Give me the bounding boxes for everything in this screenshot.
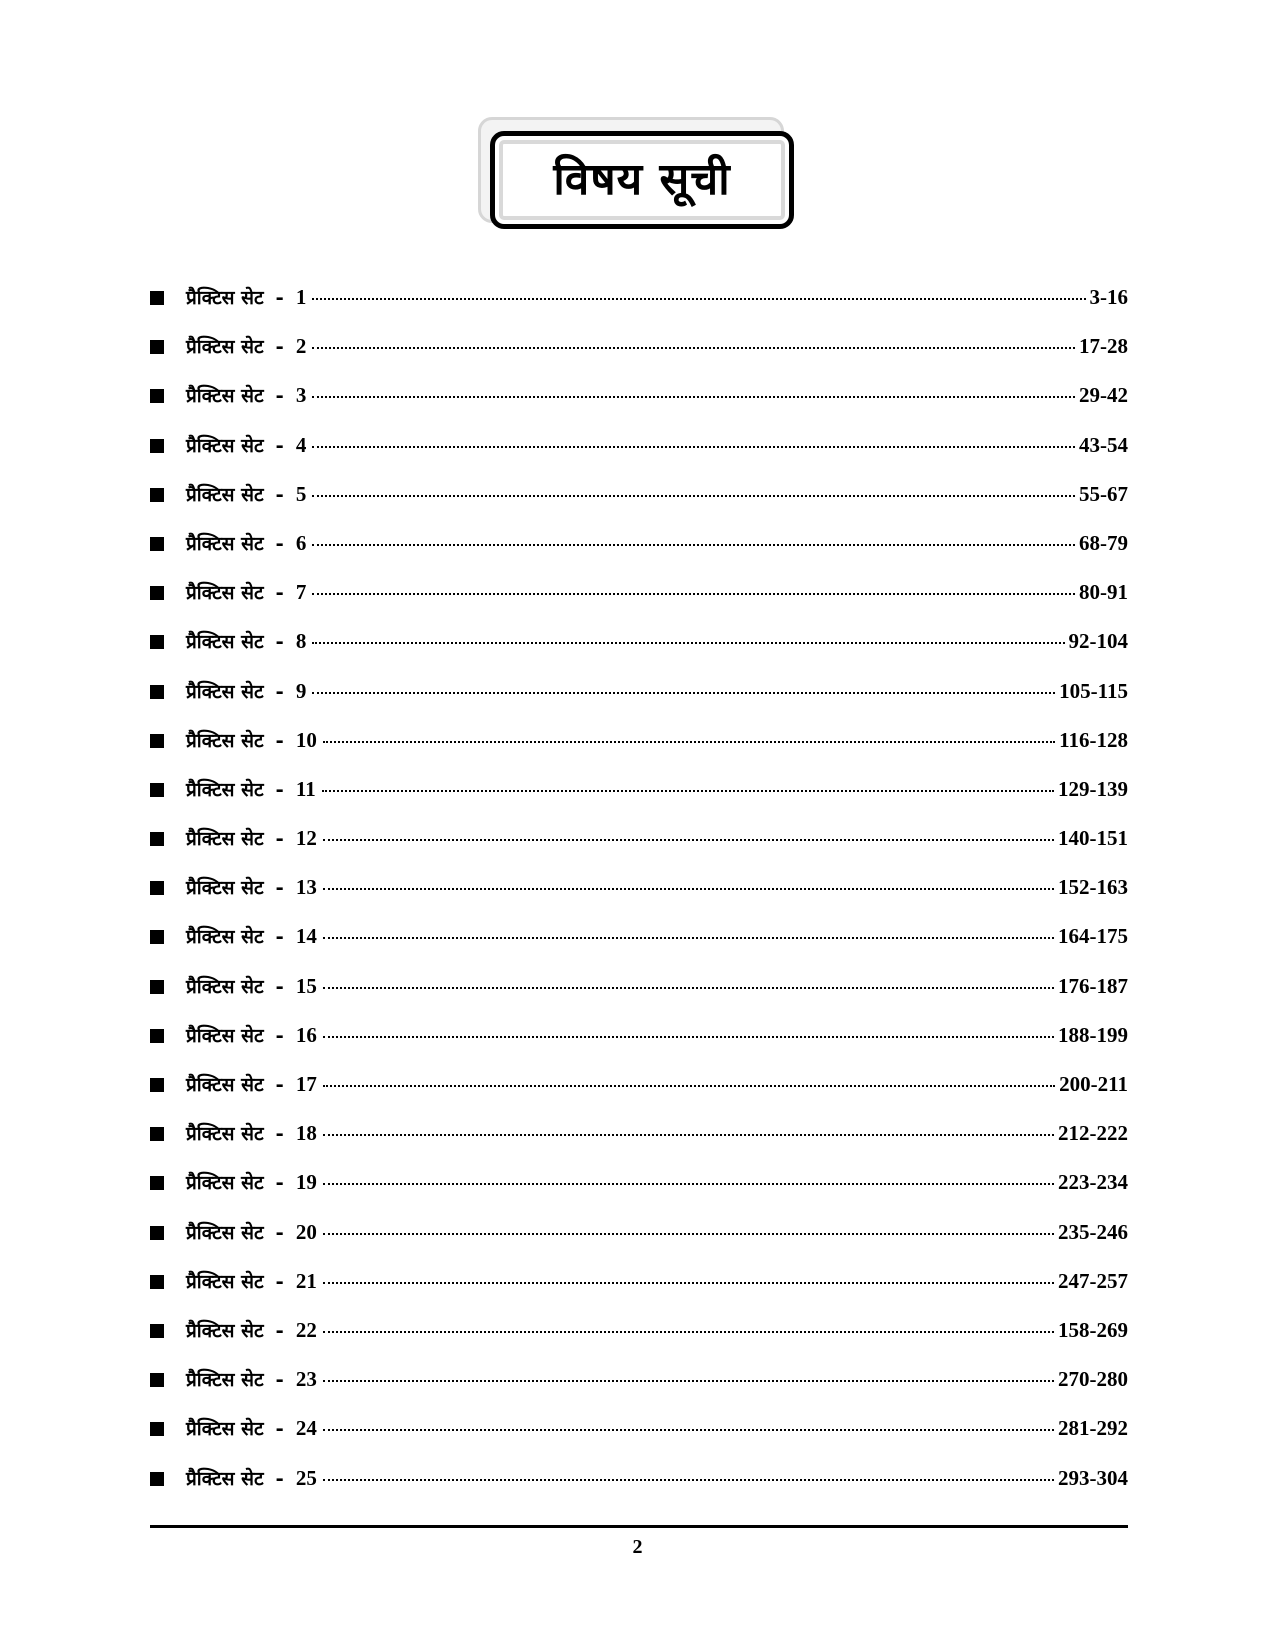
square-bullet-icon (150, 1472, 164, 1486)
footer-divider (150, 1525, 1128, 1528)
square-bullet-icon (150, 1422, 164, 1436)
toc-entry-number: 7 (295, 580, 307, 605)
square-bullet-icon (150, 1275, 164, 1289)
toc-entry-label: प्रैक्टिस सेट (186, 434, 264, 457)
toc-entry-number: 23 (295, 1367, 317, 1392)
title-box (490, 131, 794, 229)
dot-leader (312, 446, 1075, 448)
toc-entry-separator: - (275, 678, 284, 703)
square-bullet-icon (150, 488, 164, 502)
dot-leader (312, 396, 1075, 398)
toc-entry[interactable] (150, 579, 1128, 628)
toc-entry-label: प्रैक्टिस सेट (186, 483, 264, 506)
dot-leader (312, 642, 1064, 644)
toc-entry-pages: 212-222 (1058, 1121, 1128, 1146)
table-of-contents (150, 284, 1128, 1514)
toc-entry-separator: - (275, 1022, 284, 1047)
square-bullet-icon (150, 586, 164, 600)
page-title: विषय सूची (553, 154, 731, 205)
toc-entry-number: 9 (295, 678, 307, 703)
toc-entry-label: प्रैक्टिस सेट (186, 1024, 264, 1047)
toc-entry-label: प्रैक्टिस सेट (186, 385, 264, 408)
toc-entry-number: 12 (295, 826, 317, 851)
toc-entry-separator: - (275, 580, 284, 605)
toc-entry-pages: 29-42 (1079, 383, 1128, 408)
toc-entry-pages: 200-211 (1059, 1072, 1128, 1096)
toc-entry[interactable] (150, 923, 1128, 972)
square-bullet-icon (150, 439, 164, 453)
toc-entry-separator: - (275, 826, 284, 851)
toc-entry-pages: 80-91 (1079, 580, 1128, 605)
dot-leader (323, 1331, 1054, 1333)
square-bullet-icon (150, 1078, 164, 1092)
square-bullet-icon (150, 537, 164, 551)
toc-entry[interactable] (150, 1366, 1128, 1415)
toc-entry[interactable] (150, 333, 1128, 382)
toc-entry-pages: 281-292 (1058, 1416, 1128, 1441)
square-bullet-icon (150, 930, 164, 944)
toc-entry-label: प्रैक्टिस सेट (186, 1369, 264, 1392)
toc-entry-label: प्रैक्टिस सेट (186, 1221, 264, 1244)
toc-entry-number: 18 (295, 1121, 317, 1146)
toc-entry-label: प्रैक्टिस सेट (186, 1467, 264, 1490)
toc-entry-number: 8 (295, 629, 307, 654)
toc-entry[interactable] (150, 1120, 1128, 1169)
toc-entry-pages: 116-128 (1059, 727, 1128, 752)
toc-entry-label: प्रैक्टिस सेट (186, 828, 264, 851)
toc-entry-separator: - (275, 1465, 284, 1490)
dot-leader (323, 741, 1055, 743)
toc-entry-number: 16 (295, 1022, 317, 1047)
dot-leader (312, 347, 1075, 349)
toc-entry[interactable] (150, 628, 1128, 677)
dot-leader (312, 298, 1085, 300)
square-bullet-icon (150, 291, 164, 305)
square-bullet-icon (150, 832, 164, 846)
toc-entry-number: 14 (295, 924, 317, 949)
toc-entry-separator: - (275, 334, 284, 359)
square-bullet-icon (150, 635, 164, 649)
toc-entry-label: प्रैक्टिस सेट (186, 1172, 264, 1195)
toc-entry[interactable] (150, 776, 1128, 825)
square-bullet-icon (150, 685, 164, 699)
toc-entry[interactable] (150, 1071, 1128, 1120)
toc-entry-number: 2 (295, 334, 307, 359)
toc-entry-label: प्रैक्टिस सेट (186, 680, 264, 703)
toc-entry-separator: - (275, 432, 284, 457)
toc-entry-label: प्रैक्टिस सेट (186, 1270, 264, 1293)
toc-entry-pages: 152-163 (1058, 875, 1128, 900)
toc-entry[interactable] (150, 284, 1128, 333)
toc-entry-label: प्रैक्टिस सेट (186, 1123, 264, 1146)
dot-leader (312, 495, 1075, 497)
toc-entry[interactable] (150, 727, 1128, 776)
toc-entry-separator: - (275, 924, 284, 949)
square-bullet-icon (150, 734, 164, 748)
toc-entry-pages: 247-257 (1058, 1268, 1128, 1293)
toc-entry-label: प्रैक्टिस सेट (186, 778, 264, 801)
toc-entry[interactable] (150, 530, 1128, 579)
toc-entry-pages: 92-104 (1068, 629, 1128, 654)
toc-entry-label: प्रैक्टिस सेट (186, 1418, 264, 1441)
square-bullet-icon (150, 389, 164, 403)
toc-entry-label: प्रैक्टिस सेट (186, 975, 264, 998)
toc-entry[interactable] (150, 1465, 1128, 1514)
dot-leader (323, 1479, 1054, 1481)
toc-entry-number: 25 (295, 1465, 317, 1490)
toc-entry-separator: - (275, 1072, 284, 1096)
toc-entry-number: 4 (295, 432, 307, 457)
square-bullet-icon (150, 1324, 164, 1338)
toc-entry[interactable] (150, 1415, 1128, 1464)
square-bullet-icon (150, 1029, 164, 1043)
toc-entry-label: प्रैक्टिस सेट (186, 1319, 264, 1342)
toc-entry-pages: 235-246 (1058, 1219, 1128, 1244)
dot-leader (312, 544, 1075, 546)
toc-entry-label: प्रैक्टिस सेट (186, 877, 264, 900)
toc-entry-separator: - (275, 1367, 284, 1392)
dot-leader (323, 1233, 1054, 1235)
toc-entry-label: प्रैक्टिस सेट (186, 926, 264, 949)
toc-entry-separator: - (275, 973, 284, 998)
toc-entry-separator: - (275, 1219, 284, 1244)
toc-entry-label: प्रैक्टिस सेट (186, 729, 264, 752)
toc-entry-number: 19 (295, 1170, 317, 1195)
toc-entry-number: 24 (295, 1416, 317, 1441)
square-bullet-icon (150, 1226, 164, 1240)
toc-entry-number: 11 (295, 776, 316, 801)
toc-entry-number: 21 (295, 1268, 317, 1293)
square-bullet-icon (150, 980, 164, 994)
toc-entry-number: 15 (295, 973, 317, 998)
toc-entry-separator: - (275, 1268, 284, 1293)
toc-entry-label: प्रैक्टिस सेट (186, 287, 264, 309)
dot-leader (323, 937, 1054, 939)
toc-entry[interactable] (150, 1268, 1128, 1317)
toc-entry-pages: 164-175 (1058, 924, 1128, 949)
square-bullet-icon (150, 783, 164, 797)
dot-leader (323, 987, 1054, 989)
toc-entry-number: 20 (295, 1219, 317, 1244)
toc-entry-number: 6 (295, 530, 307, 555)
dot-leader (323, 1134, 1054, 1136)
toc-entry-number: 17 (295, 1072, 317, 1096)
toc-entry-number: 22 (295, 1317, 317, 1342)
toc-entry-pages: 158-269 (1058, 1317, 1128, 1342)
dot-leader (323, 1429, 1054, 1431)
toc-entry-pages: 129-139 (1058, 776, 1128, 801)
toc-entry-pages: 105-115 (1059, 678, 1128, 703)
toc-entry-separator: - (275, 530, 284, 555)
dot-leader (312, 593, 1075, 595)
toc-entry-separator: - (275, 481, 284, 506)
toc-entry[interactable] (150, 481, 1128, 530)
toc-entry-label: प्रैक्टिस सेट (186, 582, 264, 605)
toc-entry-separator: - (275, 1416, 284, 1441)
toc-entry-separator: - (275, 875, 284, 900)
square-bullet-icon (150, 1373, 164, 1387)
toc-entry[interactable] (150, 1317, 1128, 1366)
toc-entry-separator: - (275, 383, 284, 408)
toc-entry[interactable] (150, 1219, 1128, 1268)
dot-leader (323, 1036, 1054, 1038)
square-bullet-icon (150, 881, 164, 895)
toc-entry-separator: - (275, 776, 284, 801)
toc-entry[interactable] (150, 825, 1128, 874)
toc-entry-pages: 270-280 (1058, 1367, 1128, 1392)
toc-entry-separator: - (275, 727, 284, 752)
toc-entry-pages: 17-28 (1079, 334, 1128, 359)
toc-entry-pages: 176-187 (1058, 973, 1128, 998)
dot-leader (322, 790, 1054, 792)
toc-entry-pages: 55-67 (1079, 481, 1128, 506)
toc-entry-separator: - (275, 1121, 284, 1146)
toc-entry-number: 10 (295, 727, 317, 752)
toc-entry-pages: 3-16 (1089, 285, 1128, 309)
dot-leader (323, 1282, 1054, 1284)
toc-entry-pages: 223-234 (1058, 1170, 1128, 1195)
toc-entry-number: 5 (295, 481, 307, 506)
toc-entry-label: प्रैक्टिस सेट (186, 532, 264, 555)
title-frame (478, 117, 795, 230)
toc-entry-pages: 68-79 (1079, 530, 1128, 555)
dot-leader (312, 692, 1055, 694)
toc-entry[interactable] (150, 874, 1128, 923)
toc-entry-separator: - (275, 1170, 284, 1195)
dot-leader (323, 839, 1054, 841)
toc-entry[interactable] (150, 1169, 1128, 1218)
toc-entry-pages: 293-304 (1058, 1465, 1128, 1490)
toc-entry[interactable] (150, 432, 1128, 481)
toc-entry-pages: 188-199 (1058, 1022, 1128, 1047)
toc-entry-number: 3 (295, 383, 307, 408)
toc-entry-separator: - (275, 1317, 284, 1342)
toc-entry-separator: - (275, 285, 284, 309)
toc-entry-label: प्रैक्टिस सेट (186, 336, 264, 359)
toc-entry[interactable] (150, 382, 1128, 431)
dot-leader (323, 1380, 1054, 1382)
toc-entry-pages: 140-151 (1058, 826, 1128, 851)
toc-entry-number: 13 (295, 875, 317, 900)
toc-entry-separator: - (275, 629, 284, 654)
toc-entry-number: 1 (295, 285, 307, 309)
toc-entry-label: प्रैक्टिस सेट (186, 1074, 264, 1096)
dot-leader (323, 1085, 1055, 1087)
toc-entry-pages: 43-54 (1079, 432, 1128, 457)
square-bullet-icon (150, 1127, 164, 1141)
square-bullet-icon (150, 340, 164, 354)
dot-leader (323, 1183, 1054, 1185)
page-number: 2 (632, 1536, 643, 1558)
toc-entry[interactable] (150, 973, 1128, 1022)
toc-entry[interactable] (150, 678, 1128, 727)
dot-leader (323, 888, 1054, 890)
toc-entry[interactable] (150, 1022, 1128, 1071)
square-bullet-icon (150, 1176, 164, 1190)
toc-entry-label: प्रैक्टिस सेट (186, 631, 264, 654)
